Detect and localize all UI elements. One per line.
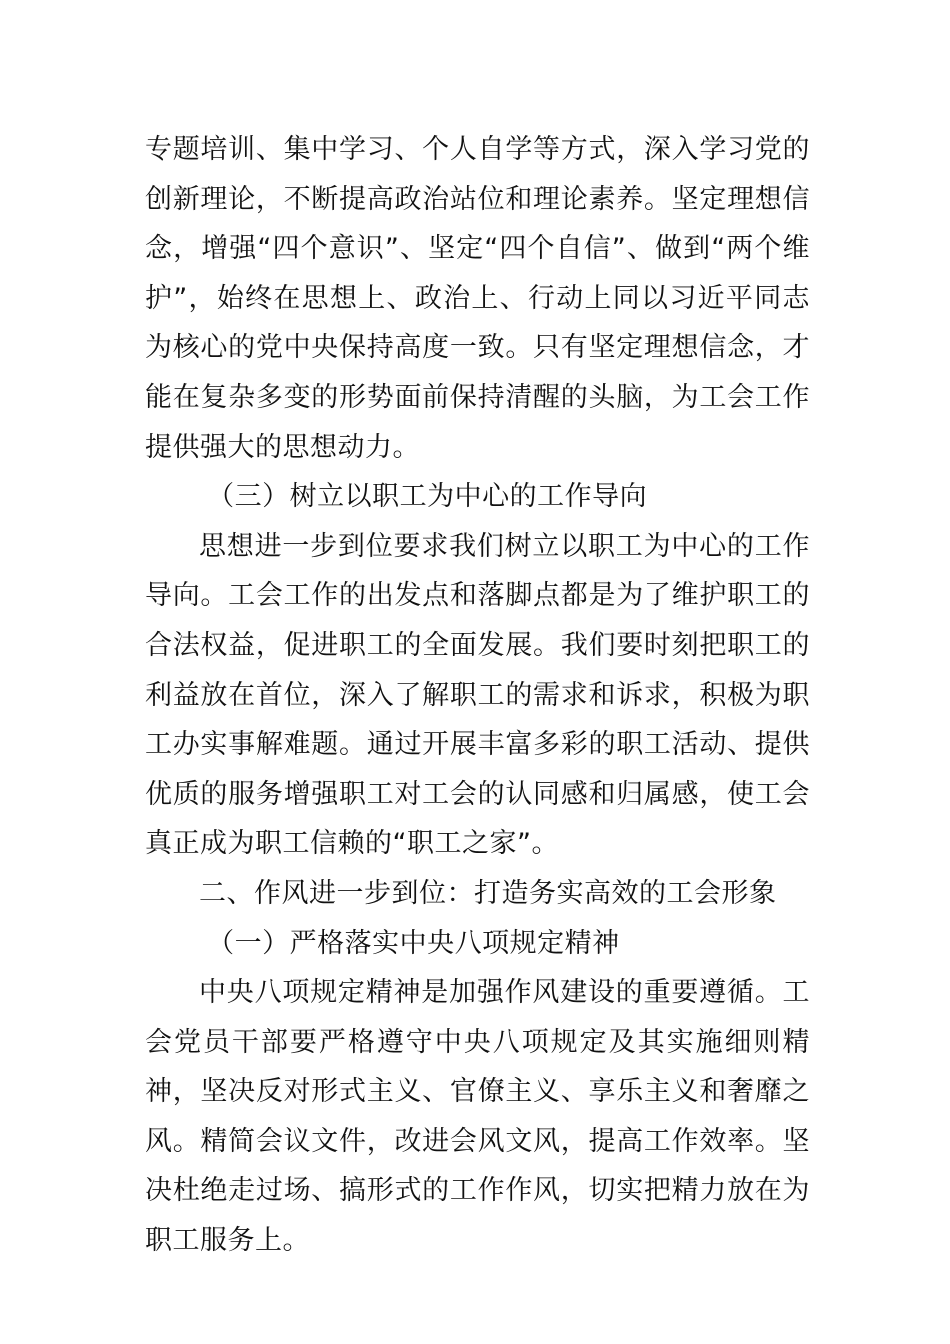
section-subheading-3: （三）树立以职工为中心的工作导向 xyxy=(207,481,648,513)
section-subheading-1: （一）严格落实中央八项规定精神 xyxy=(207,927,620,959)
document-body xyxy=(145,125,810,1266)
paragraph-worker-centered: 思想进一步到位要求我们树立以职工为中心的工作导向。工会工作的出发点和落脚点都是为了维护职工的合法权益，促进职工的全面发展。我们要时刻把职工的利益放在首位，深入了解职工的需求和诉求，积极为职工办实事解难题。通过开展丰富多彩的职工活动、提供优质的服务增强职工对工会的认同感和归属感，使工会真正成为职工信赖的“职工之家”。 xyxy=(145,530,810,860)
section-heading-2: 二、作风进一步到位：打造务实高效的工会形象 xyxy=(199,877,777,909)
paragraph-continuation: 专题培训、集中学习、个人自学等方式，深入学习党的创新理论，不断提高政治站位和理论素养。坚定理想信念，增强“四个意识”、坚定“四个自信”、做到“两个维护”，始终在思想上、政治上、行动上同以习近平同志为核心的党中央保持高度一致。只有坚定理想信念，才能在复杂多变的形势面前保持清醒的头脑，为工会工作提供强大的思想动力。 xyxy=(145,134,810,463)
paragraph-eight-rules: 中央八项规定精神是加强作风建设的重要遵循。工会党员干部要严格遵守中央八项规定及其实施细则精神，坚决反对形式主义、官僚主义、享乐主义和奢靡之风。精简会议文件，改进会风文风，提高工作效率。坚决杜绝走过场、搞形式的工作作风，切实把精力放在为职工服务上。 xyxy=(145,977,810,1257)
